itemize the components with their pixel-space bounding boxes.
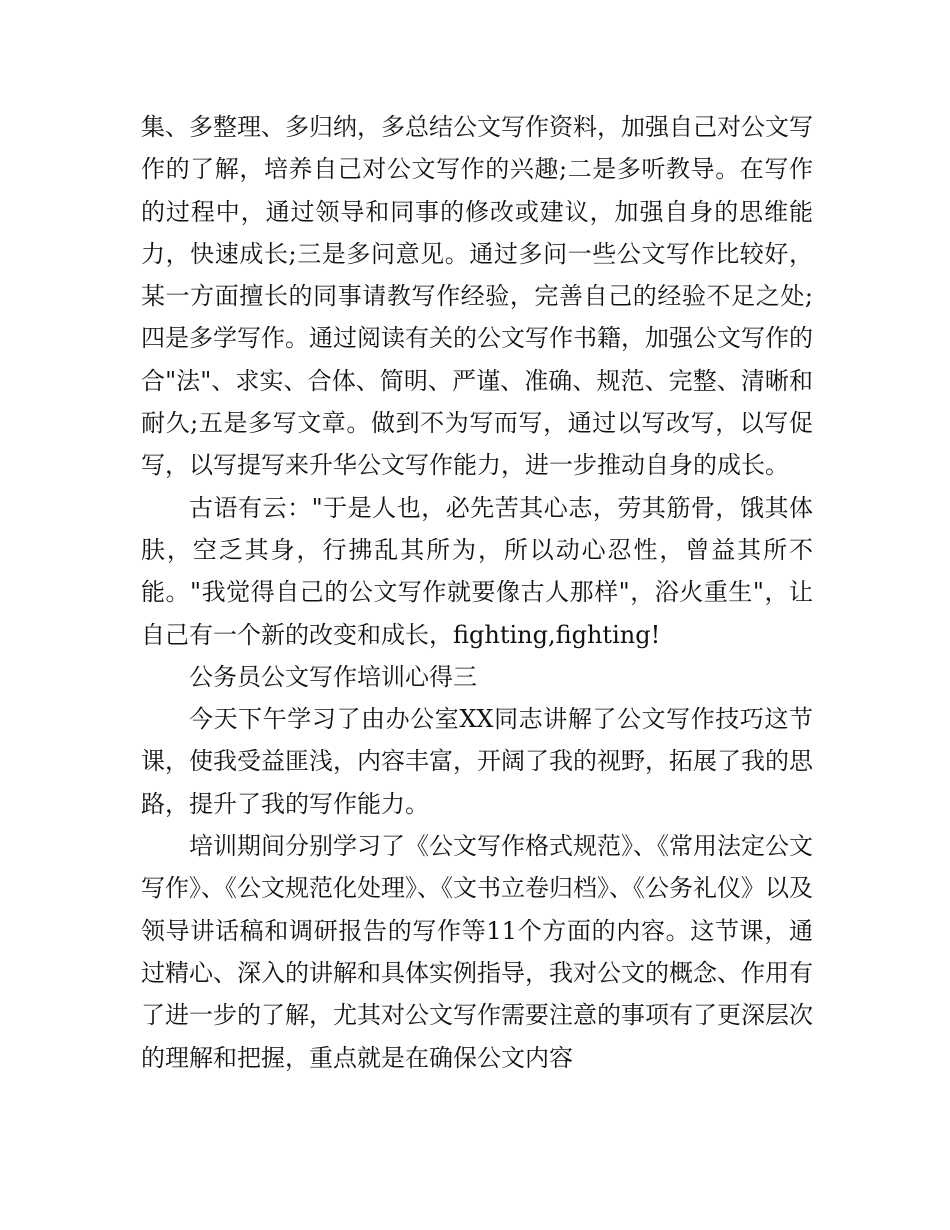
- paragraph-2: 古语有云："于是人也，必先苦其心志，劳其筋骨，饿其体肤，空乏其身，行拂乱其所为，所以动心忍性，曾益其所不能。"我觉得自己的公文写作就要像古人那样"，浴火重生"，让自己有一个新的改变和成长，fighting,fighting!: [141, 493, 813, 649]
- section-heading: 公务员公文写作培训心得三: [189, 662, 477, 691]
- paragraph-4: 培训期间分别学习了《公文写作格式规范》、《常用法定公文写作》、《公文规范化处理》、《文书立卷归档》、《公务礼仪》以及领导讲话稿和调研报告的写作等11个方面的内容。这节课，通过精心、深入的讲解和具体实例指导，我对公文的概念、作用有了进一步的了解，尤其对公文写作需要注意的事项有了更深层次的理解和把握，重点就是在确保公文内容: [141, 832, 813, 1072]
- paragraph-1: 集、多整理、多归纳，多总结公文写作资料，加强自己对公文写作的了解，培养自己对公文写作的兴趣;二是多听教导。在写作的过程中，通过领导和同事的修改或建议，加强自身的思维能力，快速成长;三是多问意见。通过多问一些公文写作比较好，某一方面擅长的同事请教写作经验，完善自己的经验不足之处;四是多学写作。通过阅读有关的公文写作书籍，加强公文写作的合"法"、求实、合体、简明、严谨、准确、规范、完整、清晰和耐久;五是多写文章。做到不为写而写，通过以写改写，以写促写，以写提写来升华公文写作能力，进一步推动自身的成长。: [141, 113, 813, 480]
- paragraph-3: 今天下午学习了由办公室XX同志讲解了公文写作技巧这节课，使我受益匪浅，内容丰富，开阔了我的视野，拓展了我的思路，提升了我的写作能力。: [141, 705, 813, 818]
- document-body: [141, 106, 813, 1079]
